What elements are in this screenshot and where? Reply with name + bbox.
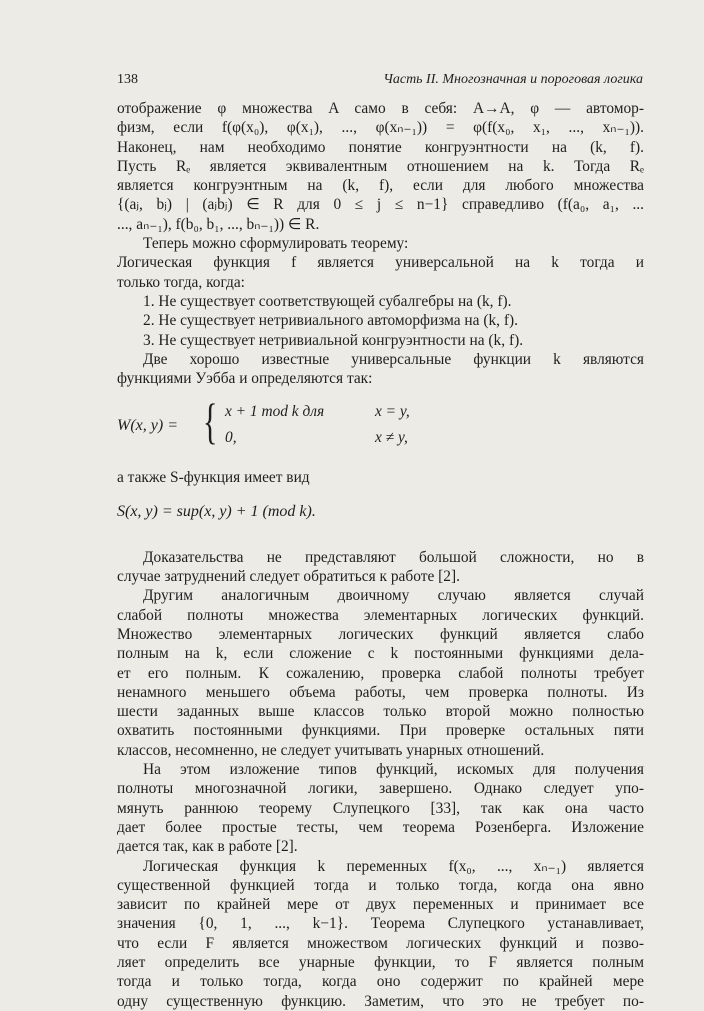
text-line: а также S-функция имеет вид bbox=[117, 469, 310, 487]
text-line: Доказательства не представляют большой сложности, но в bbox=[143, 548, 644, 566]
list-item: 1. Не существует соответствующей субалгебры на (k, f). bbox=[143, 292, 512, 310]
text-line: функциями Уэбба и определяются так: bbox=[117, 370, 373, 388]
formula-lhs: W(x, y) = bbox=[117, 417, 178, 435]
formula-brace: { bbox=[203, 393, 218, 450]
formula-case1-cond: x = y, bbox=[375, 403, 410, 421]
page-header bbox=[117, 72, 643, 96]
text-line: шести заданных выше классов только второй можно полностью bbox=[117, 703, 644, 721]
text-line: охватить постоянными функциями. При проверке остальных пяти bbox=[117, 722, 644, 740]
s-formula: S(x, y) = sup(x, y) + 1 (mod k). bbox=[117, 502, 316, 520]
formula-case2-expr: 0, bbox=[225, 429, 237, 447]
text-line: Логическая функция k переменных f(x₀, ..., xₙ₋₁) является bbox=[143, 857, 644, 875]
formula-case1-expr: x + 1 mod k для bbox=[225, 403, 325, 421]
body-text bbox=[117, 99, 644, 1011]
text-line: классов, несомненно, не следует учитывать унарных отношений. bbox=[117, 741, 545, 759]
list-item: 2. Не существует нетривиального автоморфизма на (k, f). bbox=[143, 312, 518, 330]
running-title: Часть II. Многозначная и пороговая логика bbox=[383, 72, 643, 87]
text-line: ..., aₙ₋₁), f(b₀, b₁, ..., bₙ₋₁)) ∈ R. bbox=[117, 215, 320, 233]
theorem-line: Логическая функция f является универсальной на k тогда и bbox=[117, 254, 644, 272]
text-line: Наконец, нам необходимо понятие конгруэнтности на (k, f). bbox=[117, 138, 644, 156]
text-line: Множество элементарных логических функций является слабо bbox=[117, 625, 644, 643]
text-line: Другим аналогичным двоичному случаю является случай bbox=[143, 587, 644, 605]
text-line: ненамного меньшего объема работы, чем проверка полноты. Из bbox=[117, 683, 644, 701]
text-line: тогда и только тогда, когда оно содержит по крайней мере bbox=[117, 973, 644, 991]
text-line: На этом изложение типов функций, искомых для получения bbox=[143, 761, 644, 779]
text-line: одну существенную функцию. Заметим, что это не требует по- bbox=[117, 992, 644, 1010]
text-line: полноты многозначной логики, завершено. Однако следует упо- bbox=[117, 780, 644, 798]
text-line: значения {0, 1, ..., k−1}. Теорема Слупецкого устанавливает, bbox=[117, 915, 644, 933]
list-item: 3. Не существует нетривиальной конгруэнтности на (k, f). bbox=[143, 331, 524, 349]
text-line: Пусть Rₑ является эквивалентным отношением на k. Тогда Rₑ bbox=[117, 157, 644, 175]
text-line: Две хорошо известные универсальные функции k являются bbox=[143, 350, 644, 368]
theorem-line: только тогда, когда: bbox=[117, 273, 245, 291]
text-line: отображение φ множества A само в себя: A→A, φ — автомор- bbox=[117, 100, 644, 117]
text-line: слабой полноты множества элементарных логических функций. bbox=[117, 606, 644, 624]
text-line: дает более простые тесты, чем теорема Розенберга. Изложение bbox=[117, 818, 644, 836]
text-line: является конгруэнтным на (k, f), если для любого множества bbox=[117, 177, 644, 195]
page-number: 138 bbox=[117, 72, 138, 87]
text-line: ет его полным. К сожалению, проверка слабой полноты требует bbox=[117, 664, 644, 682]
text-line: ляет определить все унарные функции, то F является полным bbox=[117, 953, 644, 971]
formula-case2-cond: x ≠ y, bbox=[375, 429, 408, 447]
text-line: случае затруднений следует обратиться к работе [2]. bbox=[117, 568, 460, 586]
text-line: существенной функцией тогда и только тогда, когда она явно bbox=[117, 876, 644, 894]
text-line: полным на k, если сложение с k постоянными функциями дела- bbox=[117, 645, 644, 663]
text-line: Теперь можно сформулировать теорему: bbox=[143, 235, 409, 253]
text-line: что если F является множеством логических функций и позво- bbox=[117, 934, 644, 952]
text-line: {(aⱼ, bⱼ) | (aⱼbⱼ) ∈ R для 0 ≤ j ≤ n−1} справедливо (f(a₀, a₁, ... bbox=[117, 196, 644, 214]
text-line: дается так, как в работе [2]. bbox=[117, 838, 298, 856]
text-line: физм, если f(φ(x₀), φ(x₁), ..., φ(xₙ₋₁)) = φ(f(x₀, x₁, ..., xₙ₋₁)). bbox=[117, 119, 644, 137]
text-line: мянуть раннюю теорему Слупецкого [33], так как она часто bbox=[117, 799, 644, 817]
webb-formula bbox=[117, 393, 644, 454]
text-line: зависит по крайней мере от двух переменных и принимает все bbox=[117, 896, 644, 914]
